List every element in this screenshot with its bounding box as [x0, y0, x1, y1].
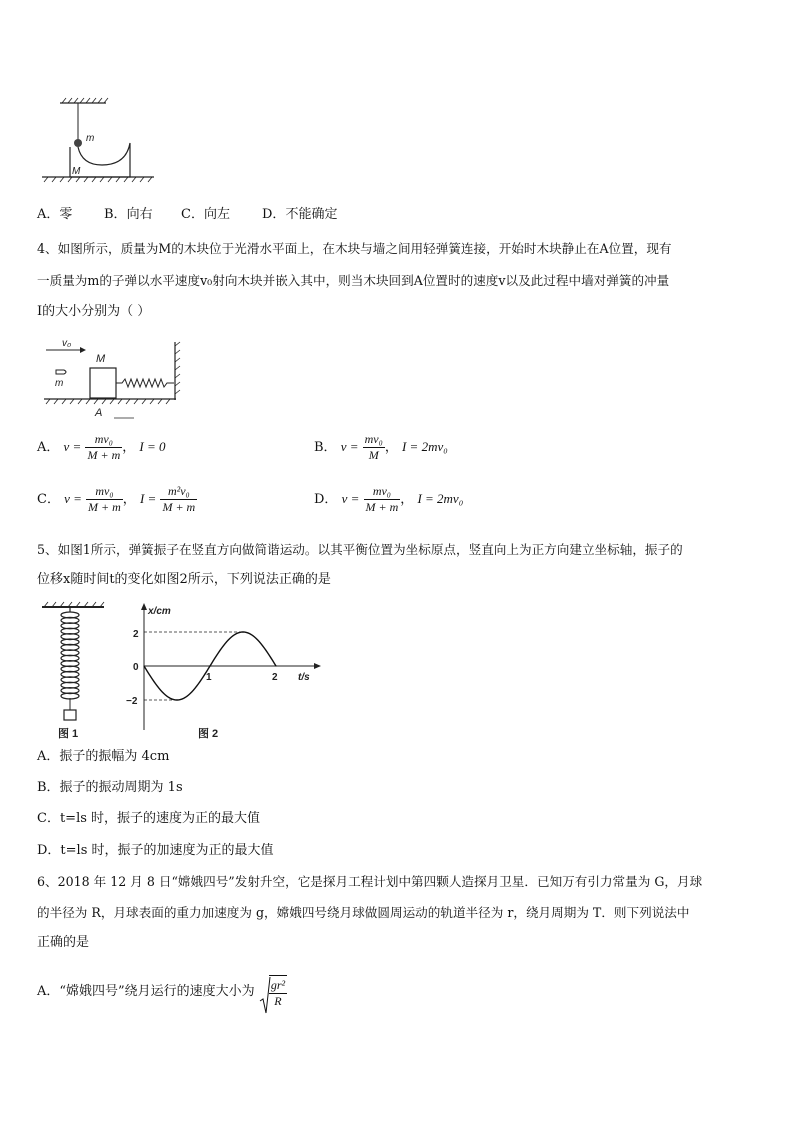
q5-chart [122, 600, 332, 742]
q4-label-m: m [55, 378, 64, 389]
data-point [226, 641, 227, 642]
q3-option-a: A．零 [37, 207, 73, 222]
q4-stem-line-3: I的大小分别为（ ） [37, 304, 151, 319]
q3-label-m: m [86, 133, 95, 144]
x-tick-1: 1 [206, 672, 212, 683]
q3-option-d: D．不能确定 [262, 207, 338, 222]
data-point [209, 665, 210, 666]
q5-option-c: C．t=ls 时，振子的速度为正的最大值 [37, 811, 261, 826]
q3-label-M: M [72, 166, 81, 177]
q4-option-c: C． v = $\frac{\text{mv₀}}{M + m}$ ， I = $\frac{\text{m²v₀}}{M + m}$ [37, 484, 196, 514]
x-tick-2: 2 [272, 672, 278, 683]
q6-stem-line-2: 的半径为 R，月球表面的重力加速度为 g，嫦娥四号绕月球做圆周运动的轨道半径为 r，绕月周期为 T．则下列说法中 [37, 905, 690, 920]
q4-block [90, 368, 116, 398]
x-axis-label: t/s [298, 672, 310, 683]
data-point [193, 689, 194, 690]
q6-option-a: A．“嫦娥四号”绕月运行的速度大小为 $\frac{\text{gr²}}{R}$ [37, 975, 287, 1009]
q6-stem-line-1: 6、2018 年 12 月 8 日“嫦娥四号”发射升空，它是探月工程计划中第四颗人造探月卫星．已知万有引力常量为 G，月球 [37, 874, 703, 889]
q4-option-d: D． v = $\frac{\text{mv₀}}{M + m}$ ， I = 2mv₀ [314, 484, 464, 514]
y-tick-neg2: −2 [126, 696, 138, 707]
q4-label-A: A [95, 407, 103, 419]
y-tick-2: 2 [133, 629, 139, 640]
q4-label-v0: v₀ [62, 338, 72, 349]
data-point [259, 641, 260, 642]
q4-stem-line-2: 一质量为m的子弹以水平速度v₀射向木块并嵌入其中，则当木块回到A位置时的速度v以及此过程中墙对弹簧的冲量 [37, 273, 670, 288]
data-point [176, 699, 177, 700]
q4-option-b: B． v = $\frac{\text{mv₀}}{M}$ ， I = 2mv₀ [314, 432, 448, 462]
q3-option-b: B．向右 [104, 207, 153, 222]
y-tick-0: 0 [133, 662, 139, 673]
q5-option-b: B．振子的振动周期为 1s [37, 780, 183, 795]
q6-stem-line-3: 正确的是 [37, 935, 90, 950]
q5-mass [64, 710, 76, 720]
data-point [160, 689, 161, 690]
q4-option-a: A． v = $\frac{\text{mv₀}}{M + m}$ ， I = 0 [37, 432, 166, 462]
q3-option-c: C．向左 [181, 207, 230, 222]
q4-figure [38, 336, 188, 422]
q5-fig1-caption: 图 1 [58, 728, 79, 740]
q4-spring [116, 379, 174, 387]
data-point [143, 665, 144, 666]
q5-fig2-caption: 图 2 [198, 728, 219, 740]
q3-figure [38, 95, 158, 187]
q5-stem-line-2: 位移x随时间t的变化如图2所示，下列说法正确的是 [37, 572, 331, 587]
q4-bullet [56, 370, 66, 374]
q3-ball [74, 139, 82, 147]
sqrt-sign: $\frac{\text{gr²}}{R}$ [259, 975, 287, 1009]
q5-spring-coil [61, 607, 79, 699]
y-axis-label: x/cm [148, 606, 171, 617]
q5-option-a: A．振子的振幅为 4cm [37, 749, 170, 764]
data-point [275, 665, 276, 666]
q5-stem-line-1: 5、如图1所示，弹簧振子在竖直方向做简谐运动。以其平衡位置为坐标原点，竖直向上为正方向建立坐标轴，振子的 [37, 542, 683, 557]
q4-label-M: M [96, 353, 106, 365]
q5-option-d: D．t=ls 时，振子的加速度为正的最大值 [37, 843, 274, 858]
data-point [242, 631, 243, 632]
q5-figure-1 [38, 600, 108, 742]
q4-stem-line-1: 4、如图所示，质量为M的木块位于光滑水平面上，在木块与墙之间用轻弹簧连接，开始时木块静止在A位置，现有 [37, 241, 672, 256]
